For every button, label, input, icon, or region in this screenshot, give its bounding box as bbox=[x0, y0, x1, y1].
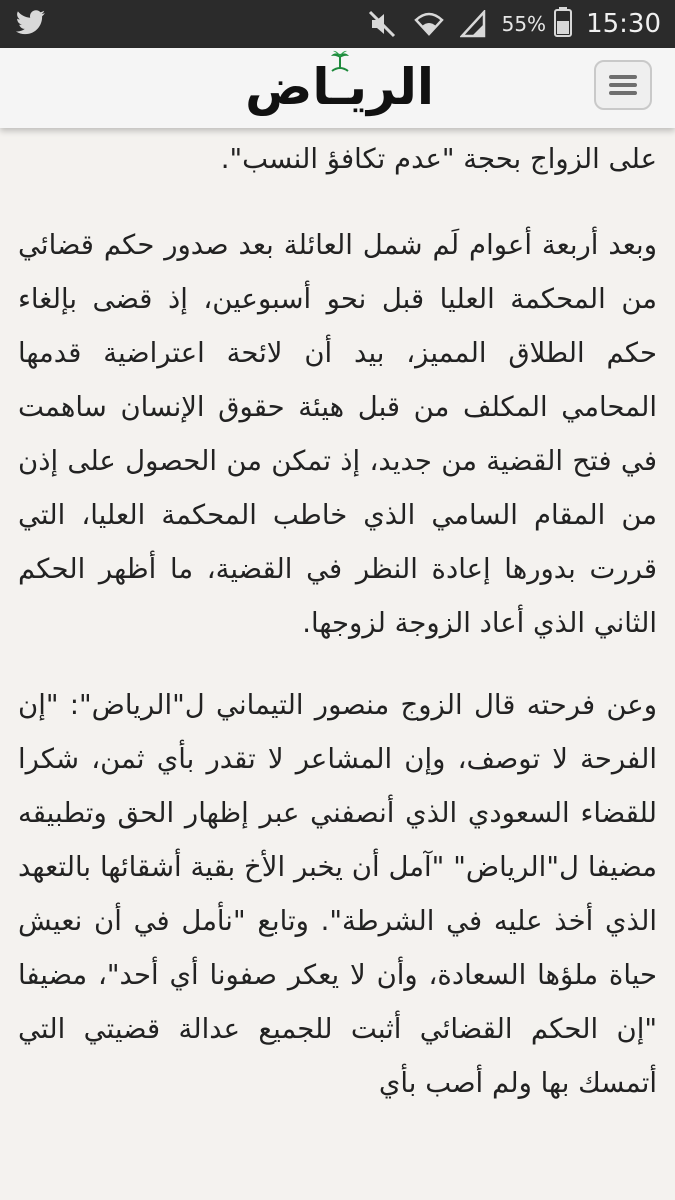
status-bar bbox=[0, 0, 675, 48]
battery-percent: 55% bbox=[501, 12, 547, 36]
article-paragraph: على الزواج بحجة "عدم تكافؤ النسب". bbox=[220, 143, 657, 175]
article-body bbox=[18, 128, 657, 1110]
battery-icon bbox=[554, 7, 572, 41]
signal-icon bbox=[460, 10, 486, 38]
site-logo[interactable] bbox=[246, 50, 434, 124]
menu-button[interactable] bbox=[594, 60, 652, 110]
article-paragraph: وبعد أربعة أعوام لَم شمل العائلة بعد صدور حكم قضائي من المحكمة العليا قبل نحو أسبوعين، إذ قضى بإلغاء حكم الطلاق المميز، بيد أن لائحة اعتراضية قدمها المحامي المكلف من قبل هيئة حقوق الإنسان ساهمت في فتح القضية من جديد، إذ تمكن من الحصول على إذن من المقام السامي الذي خاطب المحكمة العليا، التي قررت بدورها إعادة النظر في القضية، ما أظهر الحكم الثاني الذي أعاد الزوجة لزوجها. bbox=[18, 229, 657, 639]
app-header bbox=[0, 48, 675, 128]
wifi-icon bbox=[414, 10, 444, 38]
battery-group bbox=[502, 7, 572, 41]
article-paragraph: وعن فرحته قال الزوج منصور التيماني ل"الرياض": "إن الفرحة لا توصف، وإن المشاعر لا تقدر بأي ثمن، شكرا للقضاء السعودي الذي أنصفني عبر إظهار الحق وتطبيقه مضيفا ل"الرياض" "آمل أن يخبر الأخ بقية أشقائها بالتعهد الذي أخذ عليه في الشرطة". وتابع "نأمل في أن نعيش حياة ملؤها السعادة، وأن لا يعكر صفونا أي أحد"، مضيفا "إن الحكم القضائي أثبت للجميع عدالة قضيتي التي أتمسك بها ولم أصب بأي bbox=[18, 689, 657, 1099]
mute-icon bbox=[368, 10, 398, 38]
logo-text: الريـاض bbox=[245, 58, 434, 116]
clock: 15:30 bbox=[586, 9, 661, 39]
twitter-icon bbox=[16, 10, 46, 40]
